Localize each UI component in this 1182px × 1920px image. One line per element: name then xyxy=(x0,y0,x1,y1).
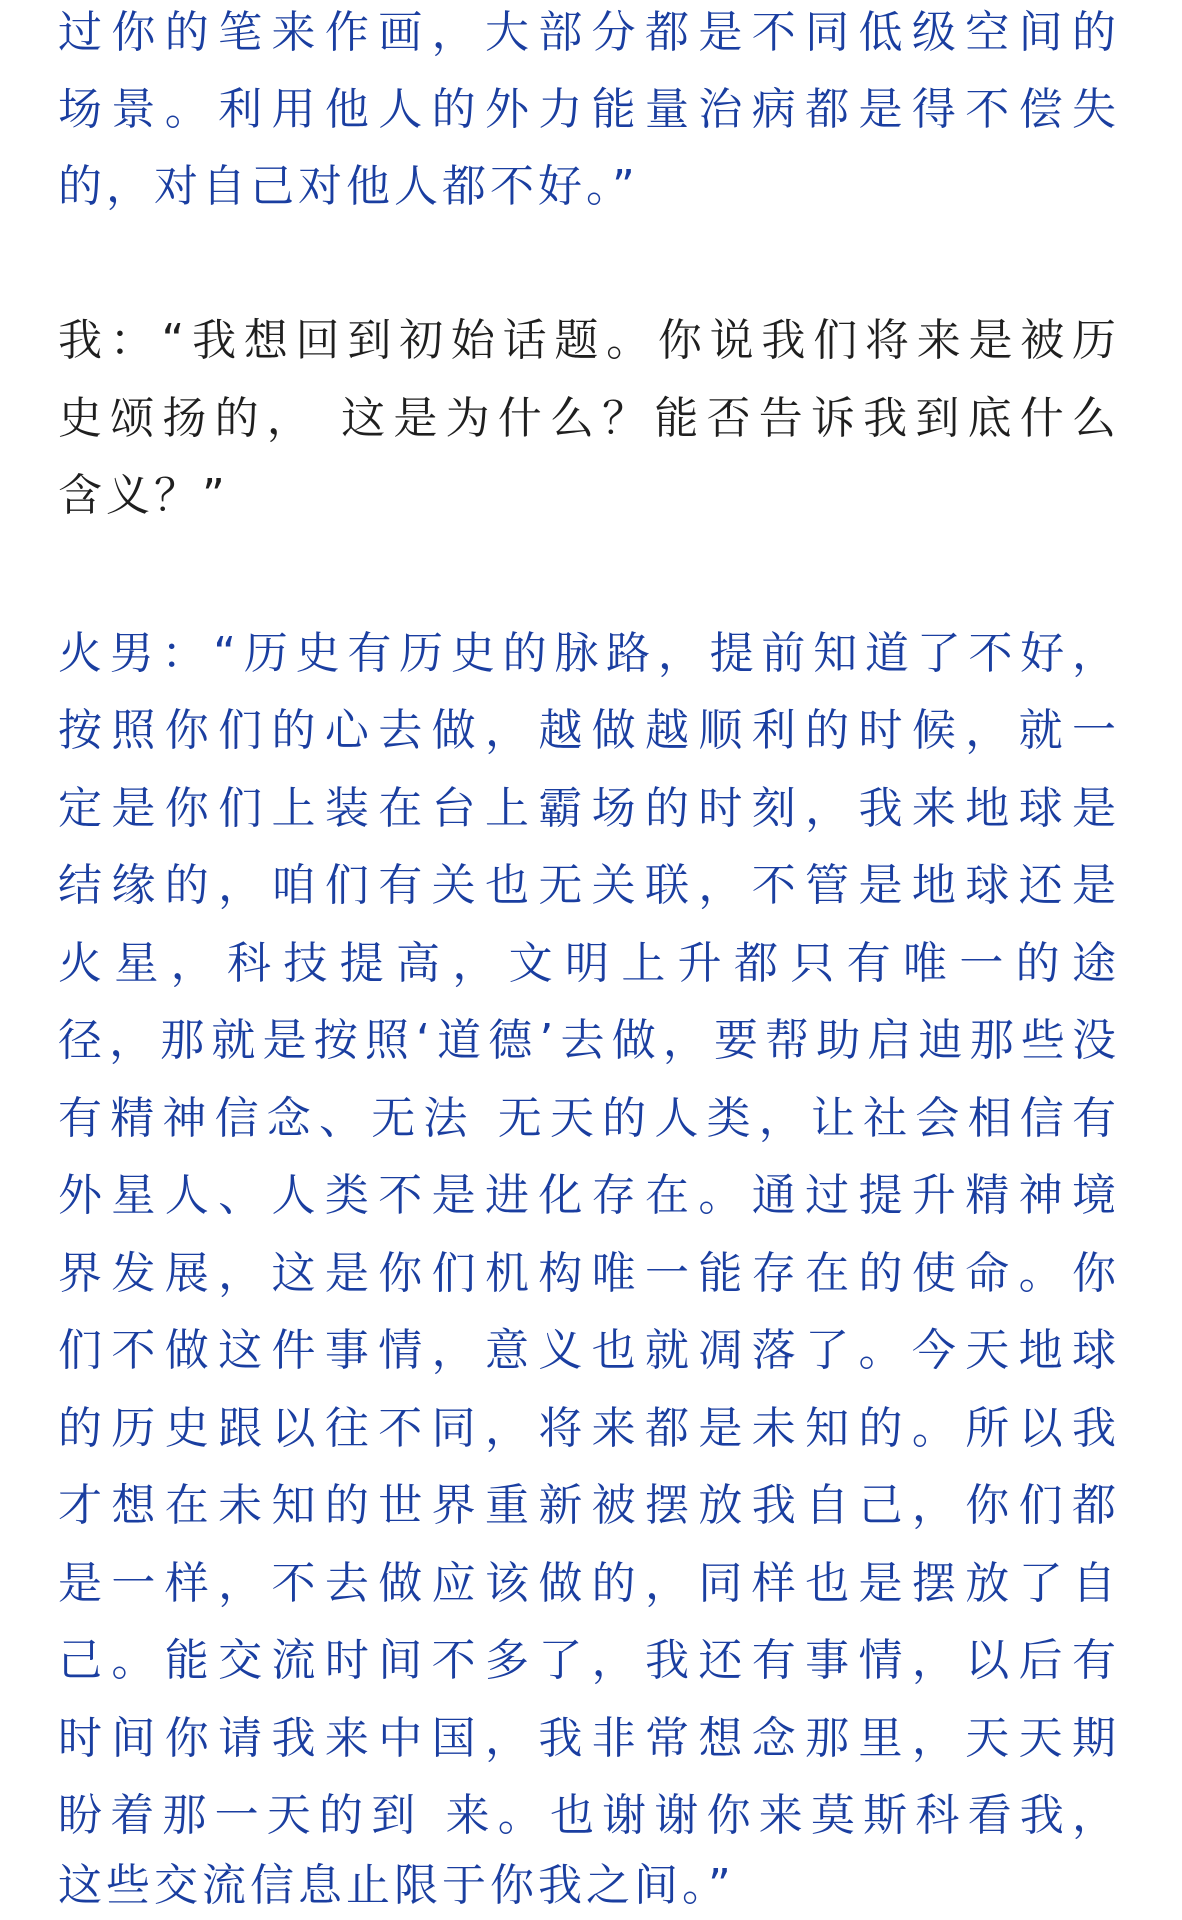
text-line: 的历史跟以往不同，将来都是未知的。所以我 xyxy=(58,1403,1120,1454)
text-line: 过你的笔来作画，大部分都是不同低级空间的 xyxy=(58,7,1120,58)
text-line: 定是你们上装在台上霸场的时刻，我来地球是 xyxy=(58,783,1120,834)
text-line: 火星，科技提高，文明上升都只有唯一的途 xyxy=(58,938,1120,989)
text-line: 己。能交流时间不多了，我还有事情，以后有 xyxy=(58,1635,1120,1686)
text-line: 才想在未知的世界重新被摆放我自己，你们都 xyxy=(58,1480,1120,1531)
text-line: 时间你请我来中国，我非常想念那里，天天期 xyxy=(58,1713,1120,1764)
text-line: 是一样，不去做应该做的，同样也是摆放了自 xyxy=(58,1558,1120,1609)
text-line: 结缘的，咱们有关也无关联，不管是地球还是 xyxy=(58,860,1120,911)
text-line: 径，那就是按照‘道德’去做，要帮助启迪那些没 xyxy=(58,1015,1120,1066)
text-line: 们不做这件事情，意义也就凋落了。今天地球 xyxy=(58,1325,1120,1376)
text-line: 有精神信念、无法 无天的人类，让社会相信有 xyxy=(58,1093,1120,1144)
text-line: 外星人、人类不是进化存在。通过提升精神境 xyxy=(58,1170,1120,1221)
text-line: 火男：“历史有历史的脉路，提前知道了不好， xyxy=(58,628,1120,679)
text-line: 含义？” xyxy=(58,470,229,521)
text-line: 界发展，这是你们机构唯一能存在的使命。你 xyxy=(58,1248,1120,1299)
text-line: 盼着那一天的到 来。也谢谢你来莫斯科看我， xyxy=(58,1790,1120,1841)
text-line: 这些交流信息止限于你我之间。” xyxy=(58,1860,735,1911)
text-line: 我：“我想回到初始话题。你说我们将来是被历 xyxy=(58,315,1120,366)
text-line: 的，对自己对他人都不好。” xyxy=(58,161,639,212)
text-line: 史颂扬的， 这是为什么？能否告诉我到底什么 xyxy=(58,393,1120,444)
text-line: 按照你们的心去做，越做越顺利的时候，就一 xyxy=(58,705,1120,756)
text-line: 场景。利用他人的外力能量治病都是得不偿失 xyxy=(58,84,1120,135)
